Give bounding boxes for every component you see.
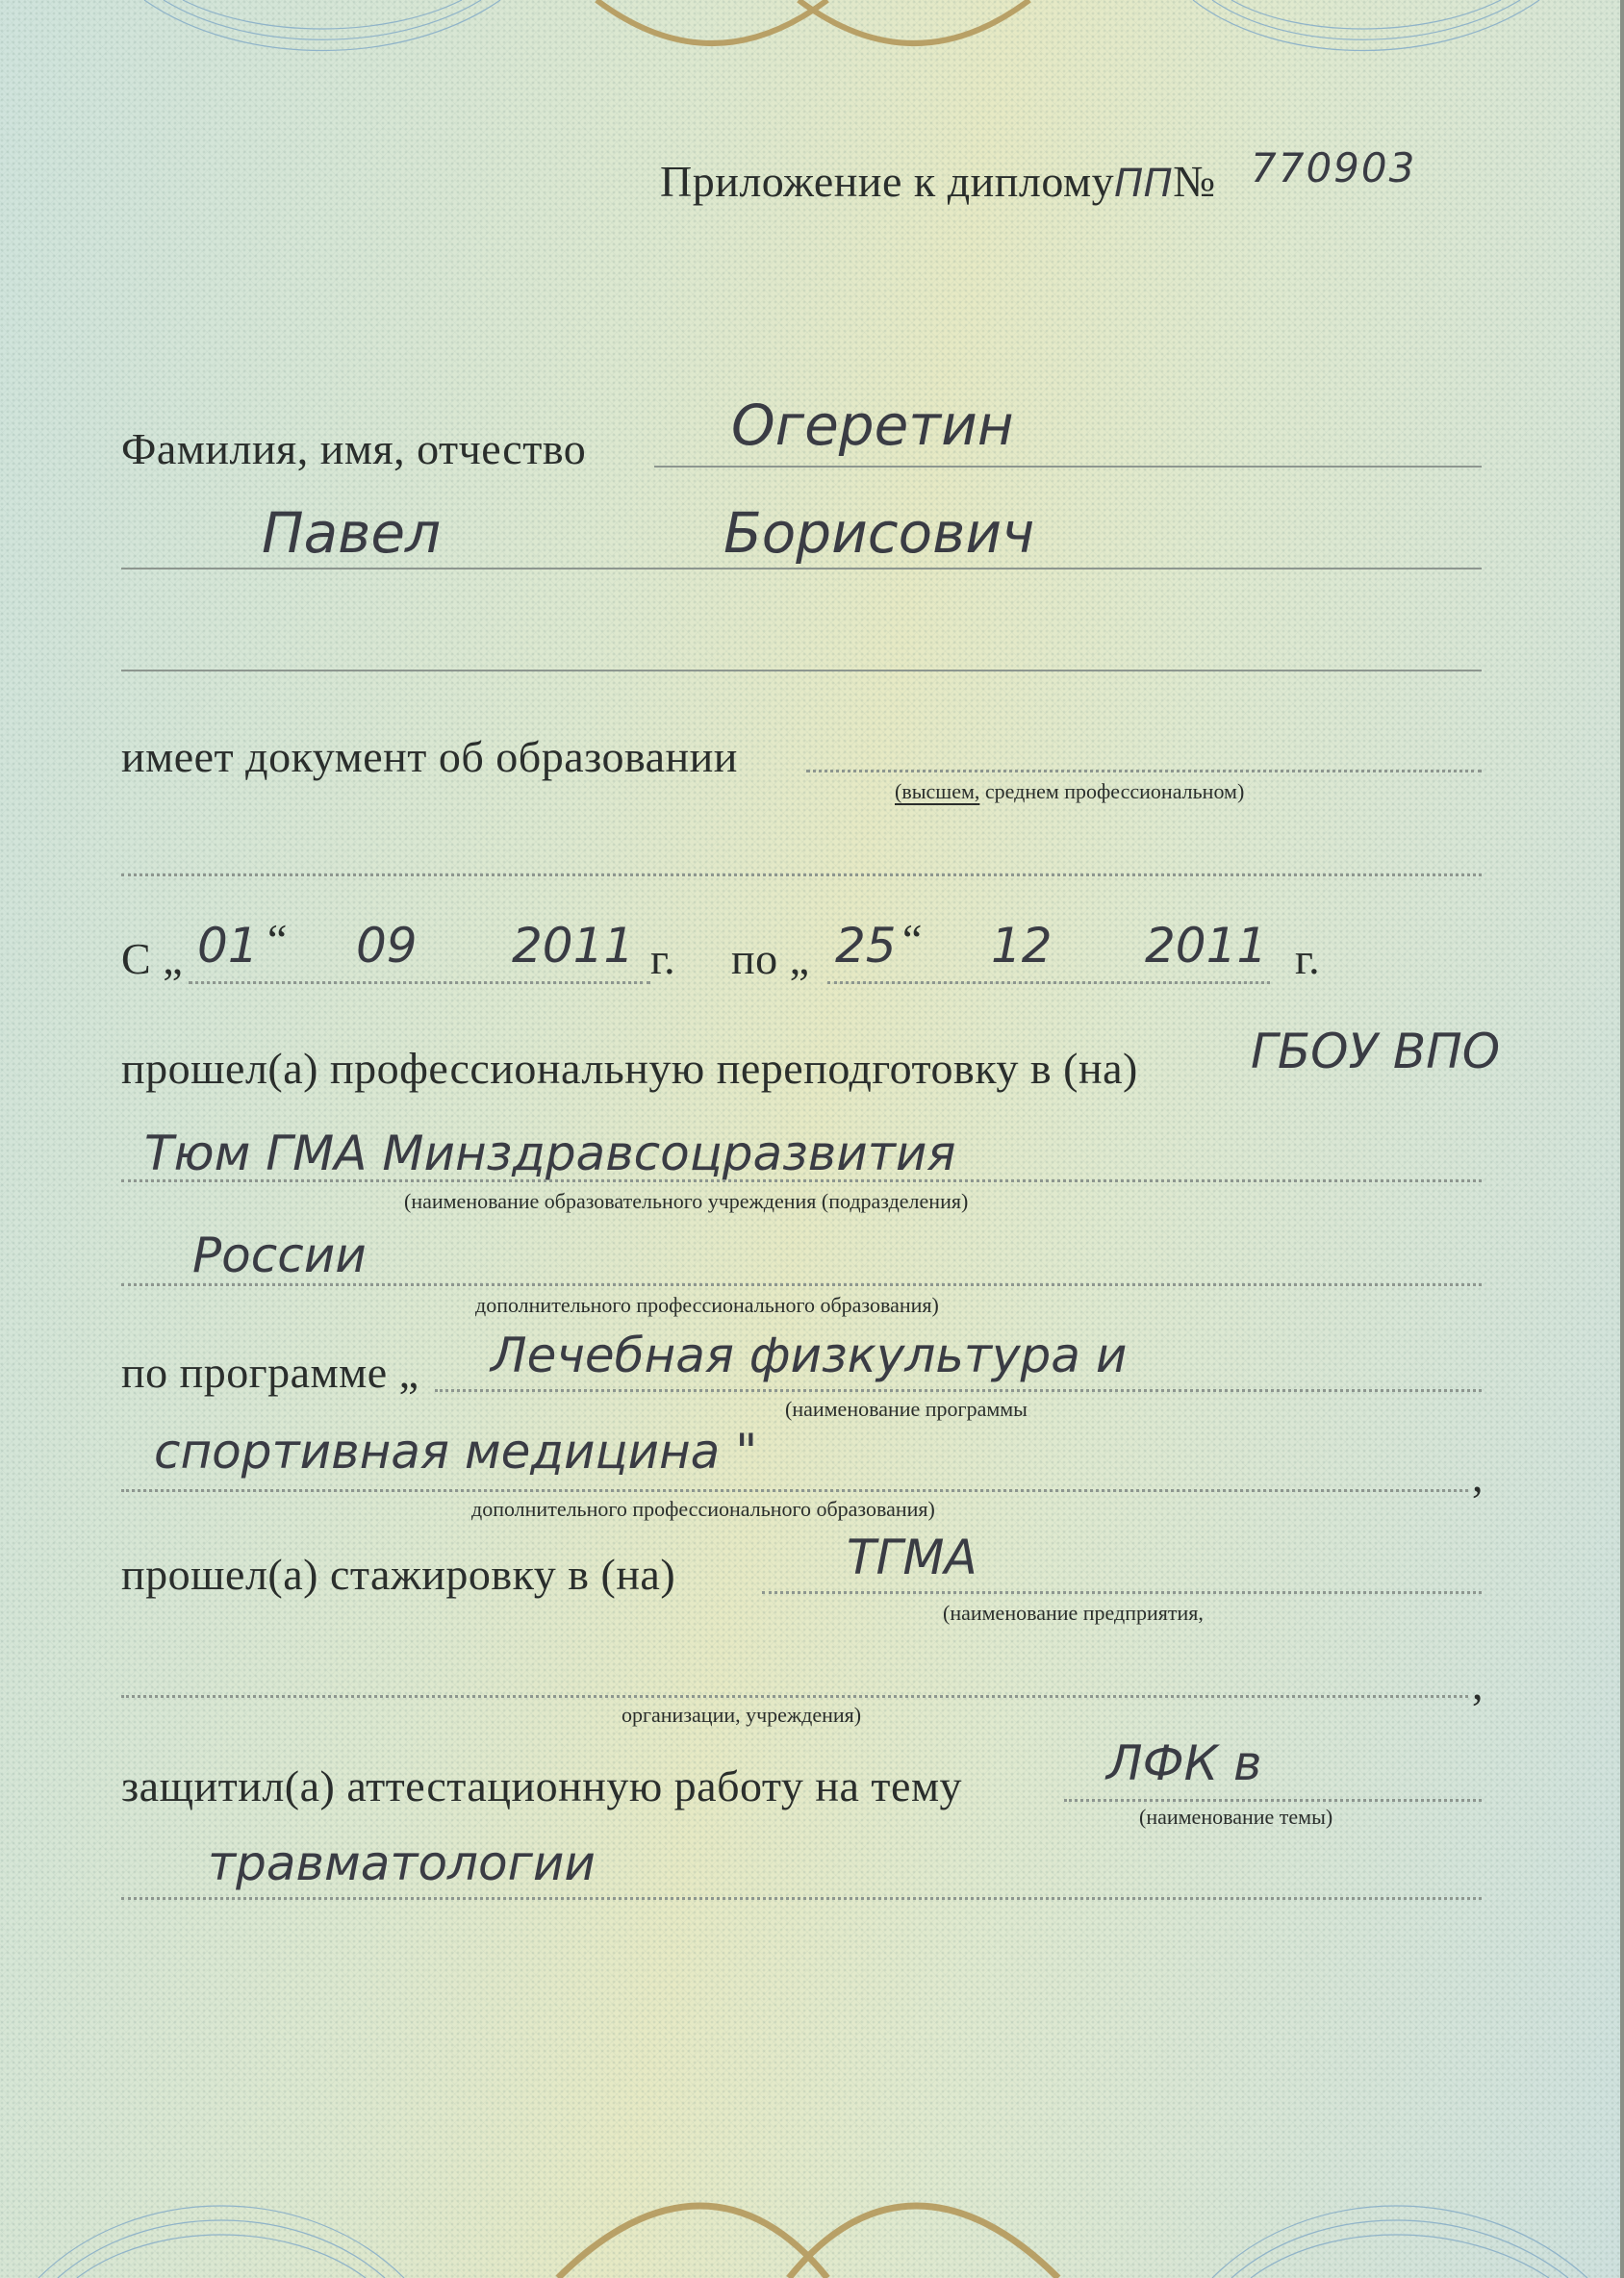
retraining-institution-3: России	[192, 1228, 367, 1283]
internship-value: ТГМА	[847, 1530, 977, 1585]
period-month-to: 12	[991, 918, 1053, 974]
period-quote-close-to: “	[902, 915, 923, 964]
program-name-1: Лечебная физкультура и	[491, 1328, 1128, 1383]
education-hint-selected: (высшем,	[895, 779, 980, 803]
internship-comma: ,	[1472, 1659, 1484, 1708]
fio-surname: Огеретин	[731, 392, 1014, 458]
guilloche-bottom-ornament	[0, 2143, 1624, 2278]
diploma-number: 770903	[1251, 144, 1417, 191]
program-line-2	[121, 1489, 1468, 1492]
thesis-hint: (наименование темы)	[1139, 1805, 1333, 1829]
education-line-2	[121, 873, 1482, 876]
fio-patronymic: Борисович	[723, 500, 1035, 566]
period-day-from: 01	[197, 918, 259, 974]
number-sign: №	[1173, 157, 1216, 206]
period-day-to: 25	[835, 918, 897, 974]
retraining-line-2	[121, 1283, 1482, 1286]
program-line-1	[435, 1389, 1482, 1392]
scan-edge	[1620, 0, 1624, 2278]
program-quote-open: „	[398, 1348, 419, 1397]
education-hint	[895, 779, 1244, 804]
period-by-word: по	[731, 934, 778, 983]
period-prefix	[121, 933, 183, 984]
period-year-suffix-from: г.	[650, 934, 676, 983]
period-quote-open-to: „	[789, 934, 810, 983]
program-comma: ,	[1472, 1452, 1484, 1501]
fio-line-3	[121, 670, 1482, 671]
guilloche-top-ornament	[0, 0, 1624, 135]
period-month-from: 09	[356, 918, 418, 974]
program-label-text: по программе	[121, 1348, 388, 1397]
education-hint-rest: среднем профессиональном)	[984, 779, 1245, 803]
header-label: Приложение к диплому	[660, 157, 1115, 206]
retraining-institution-1: ГБОУ ВПО	[1251, 1024, 1501, 1079]
header	[660, 156, 1216, 207]
retraining-line-1	[121, 1179, 1482, 1182]
thesis-line-1	[1064, 1799, 1482, 1802]
thesis-value-1: ЛФК в	[1106, 1735, 1262, 1791]
program-hint: (наименование программы	[785, 1397, 1028, 1421]
period-by	[731, 933, 810, 984]
retraining-institution-2: Тюм ГМА Минздравсоцразвития	[144, 1126, 956, 1181]
internship-hint-2: организации, учреждения)	[622, 1703, 862, 1727]
period-from-line	[189, 981, 650, 984]
period-c: С	[121, 934, 152, 983]
program-hint-2: дополнительного профессионального образования)	[471, 1497, 935, 1521]
thesis-value-2: травматологии	[208, 1835, 596, 1891]
fio-line-1	[654, 466, 1482, 468]
period-quote-open: „	[163, 934, 184, 983]
internship-line-1	[762, 1591, 1482, 1594]
period-year-from: 2011	[512, 918, 635, 974]
fio-label: Фамилия, имя, отчество	[121, 424, 587, 473]
program-name-2-text: спортивная медицина	[154, 1424, 721, 1480]
program-quote-close: "	[735, 1424, 758, 1480]
fio-first-name: Павел	[262, 500, 442, 566]
period-to-line	[827, 981, 1270, 984]
program-label	[121, 1347, 419, 1398]
period-quote-close-from: “	[267, 915, 288, 964]
internship-label: прошел(а) стажировку в (на)	[121, 1550, 676, 1599]
retraining-institution-hint: (наименование образовательного учреждения (подразделения)	[404, 1189, 969, 1213]
internship-hint: (наименование предприятия,	[943, 1601, 1204, 1625]
period-year-suffix-to: г.	[1295, 934, 1321, 983]
thesis-line-2	[121, 1897, 1482, 1900]
program-name-2	[154, 1424, 757, 1480]
period-year-to: 2011	[1145, 918, 1268, 974]
education-label: имеет документ об образовании	[121, 732, 738, 781]
retraining-institution-hint-2: дополнительного профессионального образования)	[475, 1293, 939, 1317]
fio-line-2	[121, 568, 1482, 570]
thesis-label: защитил(а) аттестационную работу на тему	[121, 1761, 963, 1810]
diploma-series: ПП	[1114, 162, 1174, 206]
education-line	[806, 770, 1482, 772]
retraining-label: прошел(а) профессиональную переподготовку в (на)	[121, 1044, 1138, 1093]
internship-line-2	[121, 1695, 1468, 1698]
